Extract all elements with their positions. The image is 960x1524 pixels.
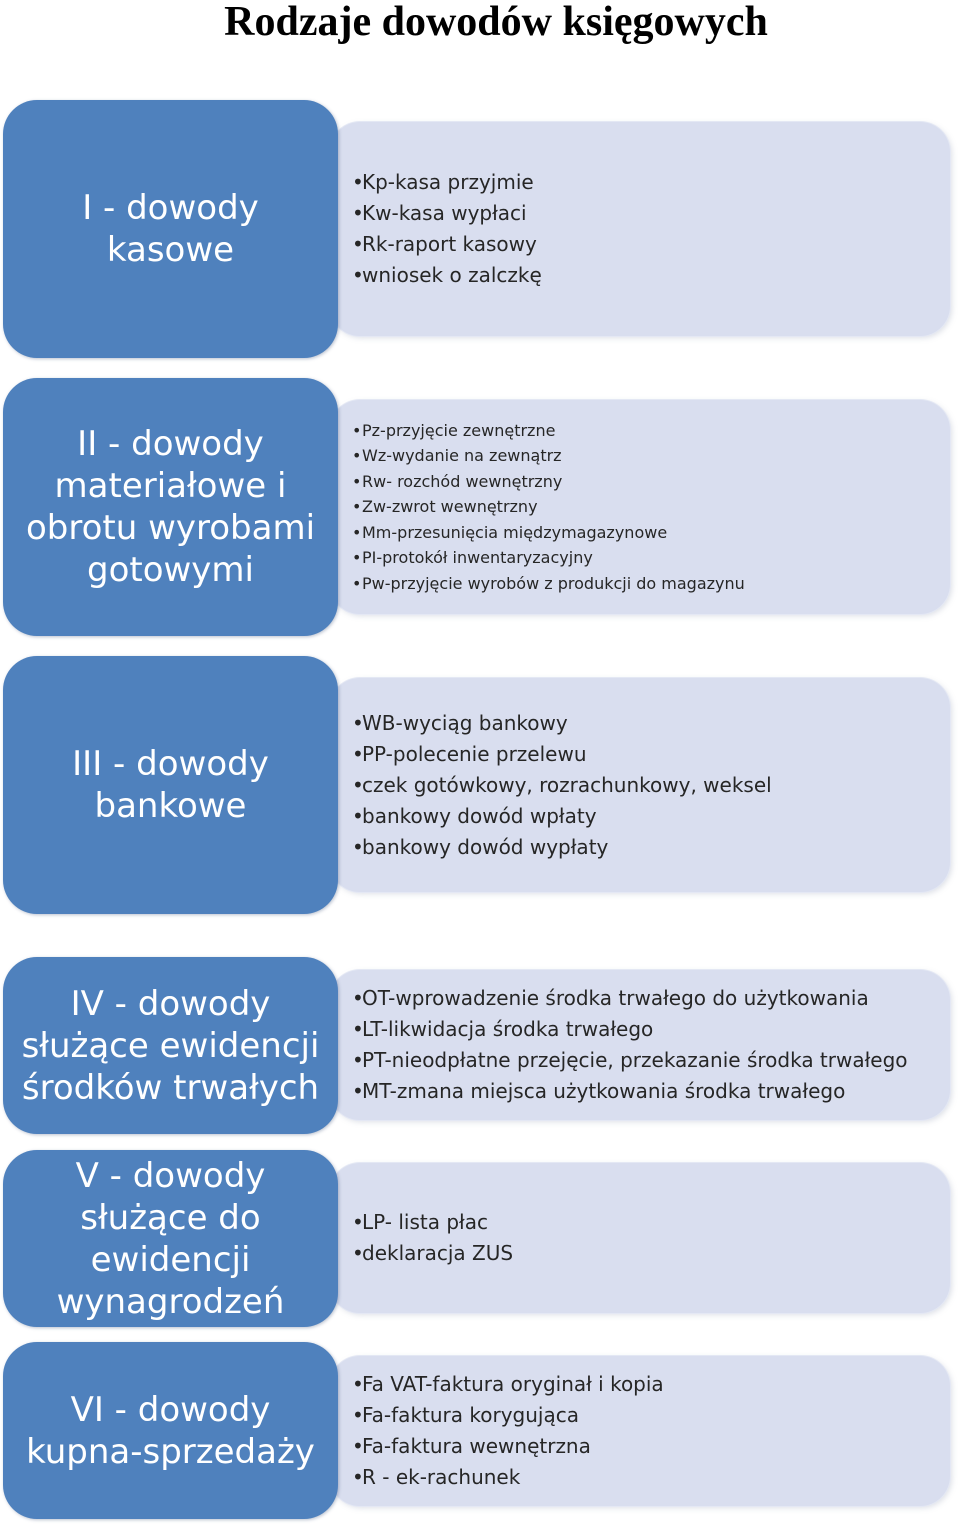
list-item: • bankowy dowód wpłaty xyxy=(352,801,950,832)
list-item: • PP-polecenie przelewu xyxy=(352,739,950,770)
list-item: • OT-wprowadzenie środka trwałego do użytkowania xyxy=(352,983,950,1014)
category-label: IV - dowody służące ewidencji środków trwałych xyxy=(21,983,320,1108)
category-label: V - dowody służące do ewidencji wynagrodzeń xyxy=(56,1155,285,1322)
list-item: • Fa VAT-faktura oryginał i kopia xyxy=(352,1369,950,1400)
detail-box-bankowe xyxy=(330,678,950,892)
page-title: Rodzaje dowodów księgowych xyxy=(224,0,768,45)
list-item: • PT-nieodpłatne przejęcie, przekazanie środka trwałego xyxy=(352,1045,950,1076)
detail-box-kasowe xyxy=(330,122,950,336)
category-label: II - dowody materiałowe i obrotu wyrobami gotowymi xyxy=(25,424,316,590)
list-item: • bankowy dowód wypłaty xyxy=(352,832,950,863)
list-item: • Pw-przyjęcie wyrobów z produkcji do magazynu xyxy=(352,571,950,597)
list-item: • Mm-przesunięcia międzymagazynowe xyxy=(352,520,950,546)
list-item: • PI-protokół inwentaryzacyjny xyxy=(352,545,950,571)
category-kupno-sprzedaz xyxy=(3,1342,338,1519)
detail-box-kupno-sprzedaz xyxy=(330,1356,950,1506)
list-item: • LT-likwidacja środka trwałego xyxy=(352,1014,950,1045)
category-bankowe xyxy=(3,656,338,914)
list-item: • Fa-faktura wewnętrzna xyxy=(352,1431,950,1462)
list-item: • Pz-przyjęcie zewnętrzne xyxy=(352,418,950,444)
list-item: • Wz-wydanie na zewnątrz xyxy=(352,443,950,469)
list-item: • LP- lista płac xyxy=(352,1207,950,1238)
item-list xyxy=(352,983,950,1107)
item-list xyxy=(352,167,950,291)
category-srodki-trwale xyxy=(3,957,338,1134)
detail-box-srodki-trwale xyxy=(330,970,950,1120)
list-item: • Kp-kasa przyjmie xyxy=(352,167,950,198)
category-label: III - dowody bankowe xyxy=(72,744,269,826)
list-item: • R - ek-rachunek xyxy=(352,1462,950,1493)
list-item: • Zw-zwrot wewnętrzny xyxy=(352,494,950,520)
list-item: • Rw- rozchód wewnętrzny xyxy=(352,469,950,495)
category-materialowe xyxy=(3,378,338,636)
list-item: • MT-zmana miejsca użytkowania środka trwałego xyxy=(352,1076,950,1107)
category-label: I - dowody kasowe xyxy=(82,188,259,270)
category-label: VI - dowody kupna-sprzedaży xyxy=(26,1389,315,1472)
list-item: • deklaracja ZUS xyxy=(352,1238,950,1269)
detail-box-wynagrodzenia xyxy=(330,1163,950,1313)
item-list xyxy=(352,708,950,863)
category-kasowe xyxy=(3,100,338,358)
list-item: • Kw-kasa wypłaci xyxy=(352,198,950,229)
category-wynagrodzenia xyxy=(3,1150,338,1327)
list-item: • Fa-faktura korygująca xyxy=(352,1400,950,1431)
list-item: • wniosek o zalczkę xyxy=(352,260,950,291)
item-list xyxy=(352,1369,950,1493)
item-list xyxy=(352,1207,950,1269)
list-item: • WB-wyciąg bankowy xyxy=(352,708,950,739)
list-item: • Rk-raport kasowy xyxy=(352,229,950,260)
item-list xyxy=(352,418,950,597)
detail-box-materialowe xyxy=(330,400,950,614)
list-item: • czek gotówkowy, rozrachunkowy, weksel xyxy=(352,770,950,801)
